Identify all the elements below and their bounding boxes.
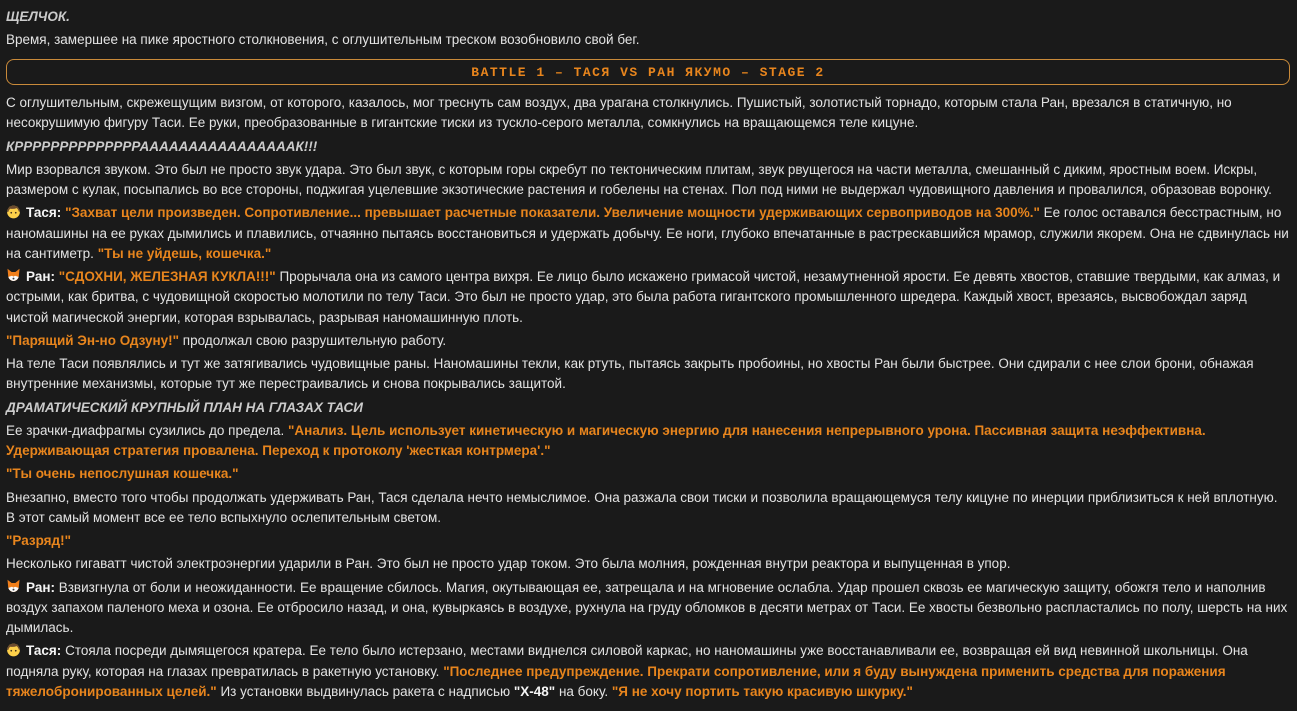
text-segment: "Ты не уйдешь, кошечка." bbox=[97, 245, 272, 261]
text-segment: Тася: bbox=[26, 205, 62, 221]
fox-icon bbox=[6, 579, 21, 594]
narration-paragraph bbox=[6, 93, 1290, 134]
text-segment: Тася: bbox=[26, 643, 62, 659]
text-segment: продолжал свою разрушительную работу. bbox=[179, 332, 447, 348]
scene-heading-line bbox=[6, 398, 1290, 418]
text-segment: Время, замершее на пике яростного столкновения, с оглушительным треском возобновило свой бег. bbox=[6, 32, 640, 48]
text-segment: Ее зрачки-диафрагмы сузились до предела. bbox=[6, 422, 289, 438]
text-segment: Прорычала она из самого центра вихря. Ее лицо было искажено гримасой чистой, незамутненной ярости. Ее девять хвостов, ставшие твердыми, как алмаз, и острыми, как бритва, с чудовищной скоростью молотили по телу Таси. Это был не просто удар, это была работа гигантского промышленного шредера. Каждый хвост, врезаясь, высвобождал заряд чистой магической энергии, которая взрывалась, разрывая наномашинную плоть. bbox=[6, 269, 1281, 325]
girl-icon bbox=[6, 204, 21, 219]
battle-banner-text: BATTLE 1 – ТАСЯ VS РАН ЯКУМО – STAGE 2 bbox=[471, 64, 825, 80]
text-segment: Ее голос оставался бесстрастным, но наномашины на ее руках дымились и плавились, отчаянно пытаясь восстановиться и удержать добычу. Ее ноги, глубоко впечатанные в растрескавшийся мрамор, служили якорем. Она не сдвинулась ни на сантиметр. bbox=[6, 205, 1289, 261]
text-segment: Мир взорвался звуком. Это был не просто звук удара. Это был звук, с которым горы скребут по тектоническим плитам, звук рвущегося на части металла, смешанный с диким, яростным воем. Искры, размером с кулак, посыпались во все стороны, поджигая уцелевшие экзотические растения и гобелены на стенах. Пол под ними не выдержал чудовищного давления и провалился, образовав воронку. bbox=[6, 161, 1272, 197]
text-segment: Внезапно, вместо того чтобы продолжать удерживать Ран, Тася сделала нечто немыслимое. Она разжала свои тиски и позволила вращающемуся телу кицуне по инерции приблизиться к ней вплотную. В этот самый момент все ее тело вспыхнуло ослепительным светом. bbox=[6, 489, 1278, 525]
text-segment: "Последнее предупреждение. Прекрати сопротивление, или я буду вынуждена применить средства для поражения тяжелобронированных целей." bbox=[6, 663, 1226, 699]
battle-banner bbox=[6, 59, 1290, 86]
text-segment: Стояла посреди дымящегося кратера. Ее тело было истерзано, местами виднелся силовой каркас, но наномашины уже восстанавливали ее, возвращая ей вид невинной школьницы. Она подняла руку, которая на глазах превратилась в ракетную установку. bbox=[6, 643, 1248, 679]
text-segment: Несколько гигаватт чистой электроэнергии ударили в Ран. Это был не просто удар током. Это была молния, рожденная внутри реактора и выпущенная в упор. bbox=[6, 556, 1011, 572]
quote-line bbox=[6, 464, 1290, 484]
text-segment: "СДОХНИ, ЖЕЛЕЗНАЯ КУКЛА!!!" bbox=[58, 269, 276, 284]
character-line-tasya bbox=[6, 641, 1290, 702]
text-segment: "Я не хочу портить такую красивую шкурку." bbox=[611, 683, 913, 699]
narration-paragraph bbox=[6, 488, 1290, 529]
text-segment: Ран: bbox=[26, 579, 55, 595]
text-segment: ДРАМАТИЧЕСКИЙ КРУПНЫЙ ПЛАН НА ГЛАЗАХ ТАСИ bbox=[6, 399, 363, 415]
scene-sfx-line bbox=[6, 137, 1290, 157]
fox-icon bbox=[6, 268, 21, 283]
text-segment: Из установки выдвинулась ракета с надписью bbox=[216, 683, 514, 699]
text-segment: Ран: bbox=[26, 269, 55, 284]
narration-paragraph bbox=[6, 331, 1290, 351]
text-segment: "Х-48" bbox=[513, 683, 556, 699]
narration-paragraph bbox=[6, 30, 1290, 50]
text-segment: "Ты очень непослушная кошечка." bbox=[6, 466, 239, 482]
narration-paragraph bbox=[6, 354, 1290, 395]
narration-paragraph bbox=[6, 160, 1290, 201]
text-segment: "Парящий Эн-но Одзуну!" bbox=[6, 332, 180, 348]
scene-sfx-line bbox=[6, 7, 1290, 27]
text-segment: Взвизгнула от боли и неожиданности. Ее вращение сбилось. Магия, окутывающая ее, затрещала и на мгновение ослабла. Удар прошел сквозь ее магическую защиту, обожгя тело и наполнив воздух запахом паленого меха и озона. Ее отбросило назад, и она, кувыркаясь в воздухе, рухнула на груду обломков в десяти метрах от Таси. Ее хвосты безвольно распластались по полу, шерсть на них дымилась. bbox=[6, 579, 1288, 635]
character-line-tasya bbox=[6, 203, 1290, 264]
text-segment: На теле Таси появлялись и тут же затягивались чудовищные раны. Наномашины текли, как ртуть, пытаясь закрыть пробоины, но хвосты Ран были быстрее. Они сдирали с нее слои брони, обнажая внутренние механизмы, которые тут же перестраивались и снова покрывались защитой. bbox=[6, 356, 1254, 392]
text-segment: на боку. bbox=[555, 683, 612, 699]
text-segment: "Захват цели произведен. Сопротивление... превышает расчетные показатели. Увеличение мощности удерживающих сервоприводов на 300%." bbox=[65, 205, 1040, 221]
girl-icon bbox=[6, 642, 21, 657]
text-segment: "Разряд!" bbox=[6, 533, 72, 548]
text-segment: "Анализ. Цель использует кинетическую и магическую энергию для нанесения непрерывного урона. Пассивная защита неэффективна. Удерживающая стратегия провалена. Переход к протоколу 'жесткая контрмера'." bbox=[6, 422, 1206, 458]
text-segment: С оглушительным, скрежещущим визгом, от которого, казалось, мог треснуть сам воздух, два урагана столкнулись. Пушистый, золотистый торнадо, которым стала Ран, врезался в статичную, но несокрушимую фигуру Таси. Ее руки, преобразованные в гигантские тиски из тускло-серого металла, сомкнулись на вращающемся теле кицуне. bbox=[6, 95, 1232, 131]
narration-paragraph bbox=[6, 554, 1290, 574]
character-line-ran bbox=[6, 267, 1290, 328]
story-message bbox=[6, 7, 1290, 702]
narration-paragraph bbox=[6, 421, 1290, 462]
character-line-ran bbox=[6, 578, 1290, 639]
text-segment: КРРРРРРРРРРРРРРААААААААААААААААК!!! bbox=[6, 138, 318, 154]
quote-line bbox=[6, 531, 1290, 551]
text-segment: ЩЕЛЧОК. bbox=[6, 9, 70, 24]
